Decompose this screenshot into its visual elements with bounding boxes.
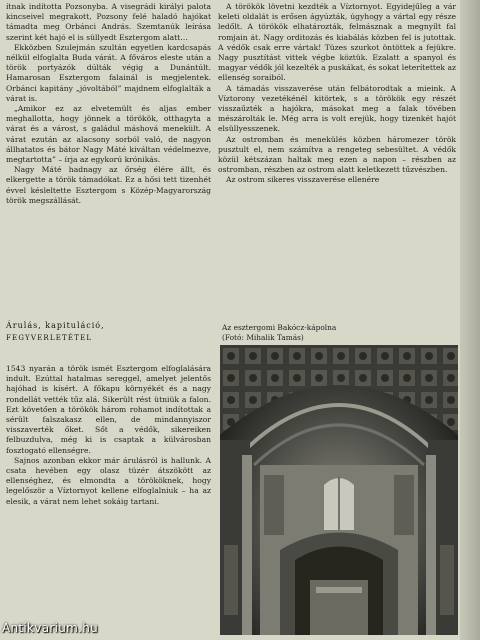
paragraph: „Amikor ez az elvetemült és aljas ember meghallotta, hogy jönnek a törökök, otthagyta a várat és a várost, s galádul máshová menekült. A várat ezután az alacsony sorból való, de nagyon állhatatos és bátor Nagy Máté kiváltan védelmezve, megtartotta” – írja az egykorú krónikás. [6, 104, 211, 165]
paragraph: A törökök lövetni kezdték a Víztornyot. Egyidejűleg a vár keleti oldalát is erősen ágyúzták, úgyhogy a vártal egy része ledőlt. A törökök elhatározták, felmásznak a megnyílt fal romjain át. Nagy orditozás és kiabálás közben fel is jutottak. A védők csak erre vártak! Tüzes szurkot öntöttek a fejükre. Nagy pusztítást vittek végbe köztük. Ezalatt a spanyol és magyar védők jól kezelték a puskákat, és sokat leterítettek az ellenség soraiból. [218, 2, 456, 83]
paragraph: Az ostromban és menekülés közben háromezer török pusztult el, nem számítva a rengeteg sebesültet. A védők közül kétszázan haltak meg ezen a napon – részben az ostromban, részben az ostrom alatt keletkezett tűzvészben. [218, 134, 456, 175]
paragraph: Nagy Máté hadnagy az őrség élére állt, és elkergette a török támadókat. Ez a hősi tett tizenhét évvel késleltette Esztergom s Közép-Magyarország török megszállását. [6, 165, 211, 205]
paragraph: ítnak indította Pozsonyba. A visegrádi királyi palota kincseivel megrakott, Pozsony felé haladó hajókat támadta meg Orbánci András. Szemtanúk leírása szerint két hajó el is süllyedt Esztergom alatt… [6, 2, 211, 42]
chapel-photo [220, 345, 458, 635]
chapel-illustration [220, 345, 458, 635]
text-column-left-bottom [6, 364, 211, 507]
section-heading-line: FEGYVERLETÉTEL [6, 334, 93, 342]
paragraph: A támadás visszaverése után felbátorodtak a mieink. A Víztorony vezetékénél kitörtek, s a törökök egy részét visszaűzték a hajókra, másokat meg a falak tövében mészárolták le. Még arra is volt erejük, hogy tizenkét hajót elsüllyesszenek. [218, 83, 456, 134]
section-heading [6, 320, 211, 344]
text-column-left-top [6, 2, 211, 206]
photo-caption [222, 323, 456, 343]
section-heading-line: Árulás, kapituláció, [6, 321, 105, 330]
watermark-text: Antikvarium.hu [2, 621, 99, 635]
paragraph: 1543 nyarán a török ismét Esztergom elfoglalására indult. Ezúttal hatalmas sereggel, amelyet jelentős hajóhad is kísért. A főkapu környékét és a nagy rondellát vették tűz alá. Sikerült rést ütniük a falon. Ezt követően a törökök három rohamot indítottak a sérült falszakasz ellen, de mindannyiszor visszaverték őket. Sőt a védők, sikereiken felbuzdulva, még ki is csaptak a külvárosban fosztogató ellenségre. [6, 364, 211, 455]
paragraph: Az ostrom sikeres visszaverése ellenére [226, 175, 380, 185]
paragraph: Sajnos azonban ekkor már árulásról is hallunk. A csata hevében egy olasz tüzér átszökött az ellenséghez, és elmondta a törököknek, hogy legelőször a Víztornyot kellene elfoglalniuk – ha az elesik, a várat nem lehet sokáig tartani. [6, 455, 211, 506]
caption-title: Az esztergomi Bakócz-kápolna [222, 323, 337, 332]
text-column-right [218, 2, 456, 186]
caption-credit: (Fotó: Mihalik Tamás) [222, 333, 304, 342]
paragraph: Ekközben Szulejmán szultán egyetlen kardcsapás nélkül elfoglalta Buda várát. A főváros eleste után a török portyázók dúlták végig a Dunántúlt. Hamarosan Esztergom falainál is megjelentek. Orbánci kapitány „jóvoltából” majdnem elfoglalták a várat is. [6, 42, 211, 103]
page-edge [460, 0, 480, 640]
